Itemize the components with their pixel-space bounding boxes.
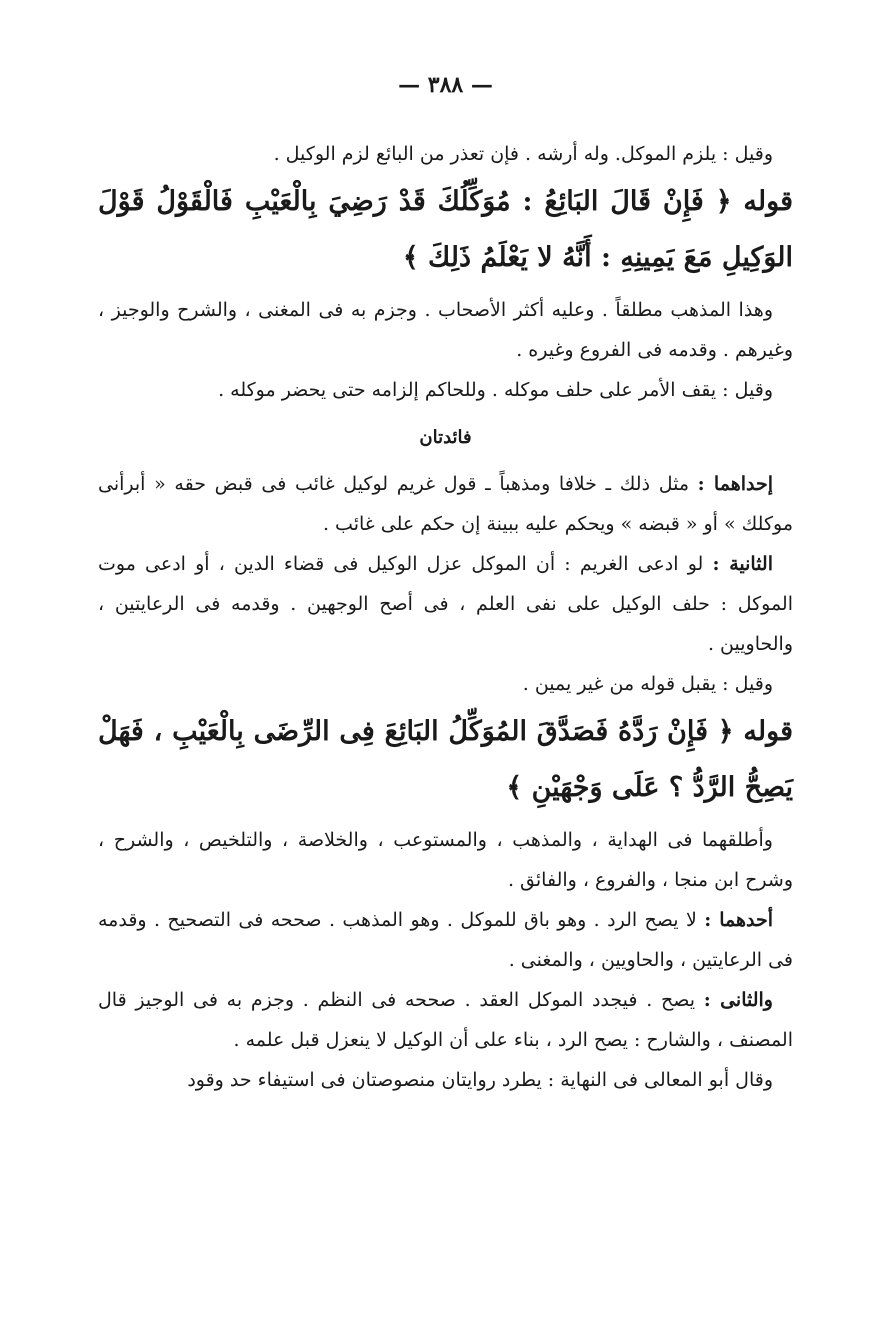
lead-word: أحدهما : (704, 909, 773, 931)
text-paragraph: وقيل : يقف الأمر على حلف موكله . وللحاكم إلزامه حتى يحضر موكله . (218, 379, 773, 401)
page-number: — ٣٨٨ — (398, 72, 493, 98)
text-paragraph: والثانى : يصح . فيجدد الموكل العقد . صححه فى النظم . وجزم به فى الوجيز قال المصنف ، والشارح : يصح الرد ، بناء على أن الوكيل لا ينعزل قبل علمه . (98, 989, 793, 1051)
quoted-text: قوله ﴿ فَإِنْ رَدَّهُ فَصَدَّقَ المُوَكِّلُ البَائِعَ فِى الرِّضَى بِالْعَيْبِ ، فَهَلْ يَصِحُّ الرَّدُّ ؟ عَلَى وَجْهَيْنِ ﴾ (98, 716, 793, 803)
section-heading: فائدتان (419, 427, 472, 448)
text-paragraph: وقيل : يقبل قوله من غير يمين . (522, 673, 773, 695)
text-paragraph: وقيل : يلزم الموكل. وله أرشه . فإن تعذر من البائع لزم الوكيل . (273, 143, 773, 165)
text-paragraph: وأطلقهما فى الهداية ، والمذهب ، والمستوعب ، والخلاصة ، والتلخيص ، والشرح ، وشرح ابن منجا ، والفروع ، والفائق . (98, 829, 793, 891)
text-paragraph: وقال أبو المعالى فى النهاية : يطرد روايتان منصوصتان فى استيفاء حد وقود (187, 1069, 773, 1091)
text-paragraph: أحدهما : لا يصح الرد . وهو باق للموكل . وهو المذهب . صححه فى التصحيح . وقدمه فى الرعايتين ، والحاويين ، والمغنى . (98, 909, 793, 971)
lead-word: الثانية : (712, 553, 773, 575)
text-paragraph: الثانية : لو ادعى الغريم : أن الموكل عزل الوكيل فى قضاء الدين ، أو ادعى موت الموكل : حلف الوكيل على نفى العلم ، فى أصح الوجهين . وقدمه فى الرعايتين ، والحاويين . (98, 553, 793, 655)
quoted-text: قوله ﴿ فَإِنْ قَالَ البَائِعُ : مُوَكِّلُكَ قَدْ رَضِيَ بِالْعَيْبِ فَالْقَوْلُ قَوْلَ الوَكِيلِ مَعَ يَمِينِهِ : أَنَّهُ لا يَعْلَمُ ذَلِكَ ﴾ (98, 186, 793, 273)
text-paragraph: إحداهما : مثل ذلك ـ خلافا ومذهباً ـ قول غريم لوكيل غائب فى قبض حقه « أبرأنى موكلك » أو « قبضه » ويحكم عليه ببينة إن حكم على غائب . (98, 473, 793, 535)
lead-word: إحداهما : (697, 473, 773, 495)
text-paragraph: وهذا المذهب مطلقاً . وعليه أكثر الأصحاب . وجزم به فى المغنى ، والشرح والوجيز ، وغيرهم . وقدمه فى الفروع وغيره . (98, 299, 793, 361)
lead-word: والثانى : (703, 989, 773, 1011)
